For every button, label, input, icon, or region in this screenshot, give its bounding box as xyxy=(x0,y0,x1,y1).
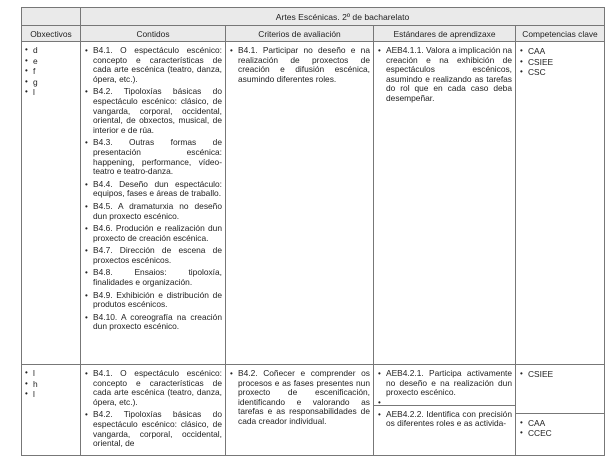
objective-item: • h xyxy=(24,379,80,390)
standards-cell xyxy=(374,42,516,365)
criteria-cell xyxy=(226,365,374,456)
objective-item: • d xyxy=(24,45,80,56)
header-standards: Estándares de aprendizaxe xyxy=(374,26,516,42)
competence-item: • CSIEE xyxy=(519,369,601,380)
competences-cell xyxy=(516,365,605,456)
header-objectives: Obxectivos xyxy=(22,26,81,42)
title-blank-cell xyxy=(22,8,81,26)
header-contents: Contidos xyxy=(81,26,226,42)
content-item: • B4.9. Exhibición e distribución de produtos escénicos. xyxy=(84,291,222,310)
content-item: • B4.1. O espectáculo escénico: concepto e características de cada arte escénica (teatro, danza, ópera, etc.). xyxy=(84,46,222,84)
header-competences: Competencias clave xyxy=(516,26,605,42)
competence-item: • CSC xyxy=(519,67,601,78)
standards-cell xyxy=(374,365,516,456)
objective-item: • l xyxy=(24,368,80,379)
content-item: • B4.2. Tipoloxías básicas do espectáculo escénico: clásico, de vangarda, corporal, occidental, oriental, de xyxy=(84,410,222,448)
criterion-item: • B4.2. Coñecer e comprender os procesos e as fases presentes nun proxecto de escenificación, identificando e valorando as tarefas e as responsabilidades de cada creador individual. xyxy=(229,369,370,427)
standard-item: • AEB4.2.2. Identifica con precisión os diferentes roles e as activida- xyxy=(377,410,512,429)
objective-item: • l xyxy=(24,389,80,400)
competences-cell xyxy=(516,42,605,365)
content-item: • B4.6. Produción e realización dun proxecto de creación escénica. xyxy=(84,224,222,243)
content-item: • B4.3. Outras formas de presentación escénica: happening, performance, vídeo-teatro e teatro-danza. xyxy=(84,138,222,176)
competence-item: • CSIEE xyxy=(519,57,601,68)
content-item: • B4.1. O espectáculo escénico: concepto e características de cada arte escénica (teatro, danza, ópera, etc.). xyxy=(84,369,222,407)
table-row xyxy=(22,42,605,365)
objective-item: • e xyxy=(24,56,80,67)
header-criteria: Criterios de avaliación xyxy=(226,26,374,42)
curriculum-table xyxy=(21,7,605,456)
table-row xyxy=(22,365,605,456)
objective-item: • g xyxy=(24,77,80,88)
standard-item: • AEB4.2.1. Participa activamente no deseño e na realización dun proxecto escénico. xyxy=(377,369,512,398)
competence-item: • CCEC xyxy=(519,428,601,439)
objectives-cell xyxy=(22,365,81,456)
column-header-row xyxy=(22,26,605,42)
content-item: • B4.8. Ensaios: tipoloxía, finalidades e organización. xyxy=(84,268,222,287)
content-item: • B4.4. Deseño dun espectáculo: equipos, fases e áreas de traballo. xyxy=(84,180,222,199)
criteria-cell xyxy=(226,42,374,365)
objectives-cell xyxy=(22,42,81,365)
standard-item: • AEB4.1.1. Valora a implicación na creación e na exhibición de espectáculos escénicos, asumindo e realizando as tarefas do rol que en cada caso deba desempeñar. xyxy=(377,46,512,104)
competence-item: • CAA xyxy=(519,46,601,57)
contents-cell xyxy=(81,365,226,456)
objective-item: • f xyxy=(24,66,80,77)
title-row xyxy=(22,8,605,26)
content-item: • B4.2. Tipoloxías básicas do espectáculo escénico: clásico, de vangarda, corporal, occidental, oriental, de obxectos, musical, de interior e de rúa. xyxy=(84,87,222,135)
competence-item: • CAA xyxy=(519,418,601,429)
criterion-item: • B4.1. Participar no deseño e na realización de proxectos de creación e difusión escénica, asumindo diferentes roles. xyxy=(229,46,370,84)
contents-cell xyxy=(81,42,226,365)
table-title: Artes Escénicas. 2º de bacharelato xyxy=(81,8,605,26)
content-item: • B4.10. A coreografía na creación dun proxecto escénico. xyxy=(84,313,222,332)
objective-item: • l xyxy=(24,87,80,98)
content-item: • B4.5. A dramaturxia no deseño dun proxecto escénico. xyxy=(84,202,222,221)
content-item: • B4.7. Dirección de escena de proxectos escénicos. xyxy=(84,246,222,265)
